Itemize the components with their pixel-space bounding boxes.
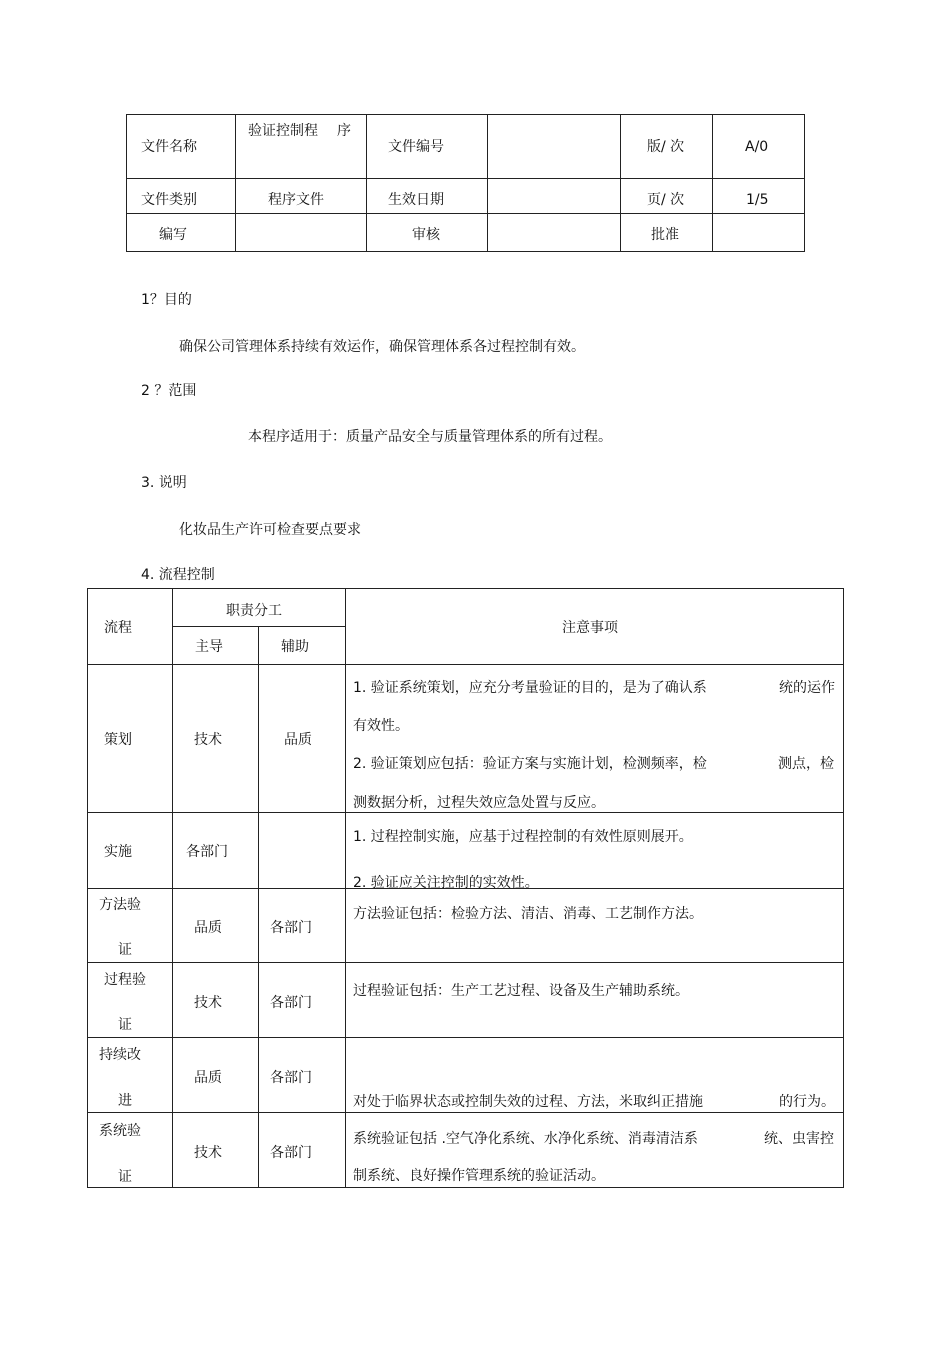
effective-date-label: 生效日期 [388,192,444,208]
row-process: 实施 [104,844,132,860]
row-assist: 各部门 [270,920,312,936]
row-note-line: 1. 验证系统策划，应充分考量验证的目的，是为了确认系 [353,680,707,696]
row-note-line: 2. 验证应关注控制的实效性。 [353,875,539,891]
page-label: 页/ 次 [647,192,685,208]
file-name-value-tail: 序 [337,123,351,139]
version-value: A/0 [745,139,769,155]
row-note-line: 测数据分析，过程失效应急处置与反应。 [353,795,605,811]
approve-label: 批准 [651,227,679,243]
section-3-heading: 3. 说明 [141,475,187,491]
row-assist: 品质 [284,732,312,748]
col-assist-header: 辅助 [281,639,309,655]
col-notes-header: 注意事项 [562,620,618,636]
section-3-body: 化妆品生产许可检查要点要求 [179,522,361,538]
row-note-line: 测点，检 [778,756,834,772]
row-note-line: 过程验证包括：生产工艺过程、设备及生产辅助系统。 [353,983,689,999]
col-process-header: 流程 [104,620,132,636]
section-1-heading: 1？目的 [141,292,192,308]
file-name-value: 验证控制程 [248,123,318,139]
row-lead: 品质 [194,1070,222,1086]
page-value: 1/5 [746,192,769,208]
row-note-line: 统的运作 [779,680,835,696]
row-lead: 技术 [194,995,222,1011]
file-type-value: 程序文件 [268,192,324,208]
row-process: 持续改 [99,1047,141,1063]
row-process: 过程验 [104,972,146,988]
row-note-line: 统、虫害控 [764,1131,834,1147]
row-process-tail: 证 [118,942,132,958]
row-assist: 各部门 [270,995,312,1011]
review-label: 审核 [412,227,440,243]
row-assist: 各部门 [270,1070,312,1086]
col-duty-header: 职责分工 [226,603,282,619]
row-note-line: 方法验证包括：检验方法、清洁、消毒、工艺制作方法。 [353,906,703,922]
row-note-line: 1. 过程控制实施，应基于过程控制的有效性原则展开。 [353,829,693,845]
row-assist: 各部门 [270,1145,312,1161]
section-2-body: 本程序适用于：质量产品安全与质量管理体系的所有过程。 [248,429,612,445]
col-lead-header: 主导 [195,639,223,655]
row-note-line: 制系统、良好操作管理系统的验证活动。 [353,1168,605,1184]
row-process-tail: 证 [118,1017,132,1033]
row-lead: 品质 [194,920,222,936]
row-note-line: 对处于临界状态或控制失效的过程、方法，米取纠正措施 [353,1094,703,1110]
row-process: 系统验 [99,1123,141,1139]
row-process-tail: 证 [118,1169,132,1185]
version-label: 版/ 次 [647,139,685,155]
file-name-label: 文件名称 [141,139,197,155]
file-type-label: 文件类别 [141,192,197,208]
row-note-line: 的行为。 [779,1094,835,1110]
row-lead: 各部门 [186,844,228,860]
section-4-heading: 4. 流程控制 [141,567,215,583]
file-no-label: 文件编号 [388,139,444,155]
row-process: 策划 [104,732,132,748]
author-label: 编写 [159,227,187,243]
row-note-line: 2. 验证策划应包括：验证方案与实施计划，检测频率，检 [353,756,707,772]
row-note-line: 系统验证包括 .空气净化系统、水净化系统、消毒清洁系 [353,1131,698,1147]
row-process-tail: 进 [118,1093,132,1109]
row-process: 方法验 [99,897,141,913]
row-lead: 技术 [194,1145,222,1161]
section-2-heading: 2 ？范围 [141,383,197,399]
row-lead: 技术 [194,732,222,748]
row-note-line: 有效性。 [353,718,409,734]
section-1-body: 确保公司管理体系持续有效运作，确保管理体系各过程控制有效。 [179,339,585,355]
